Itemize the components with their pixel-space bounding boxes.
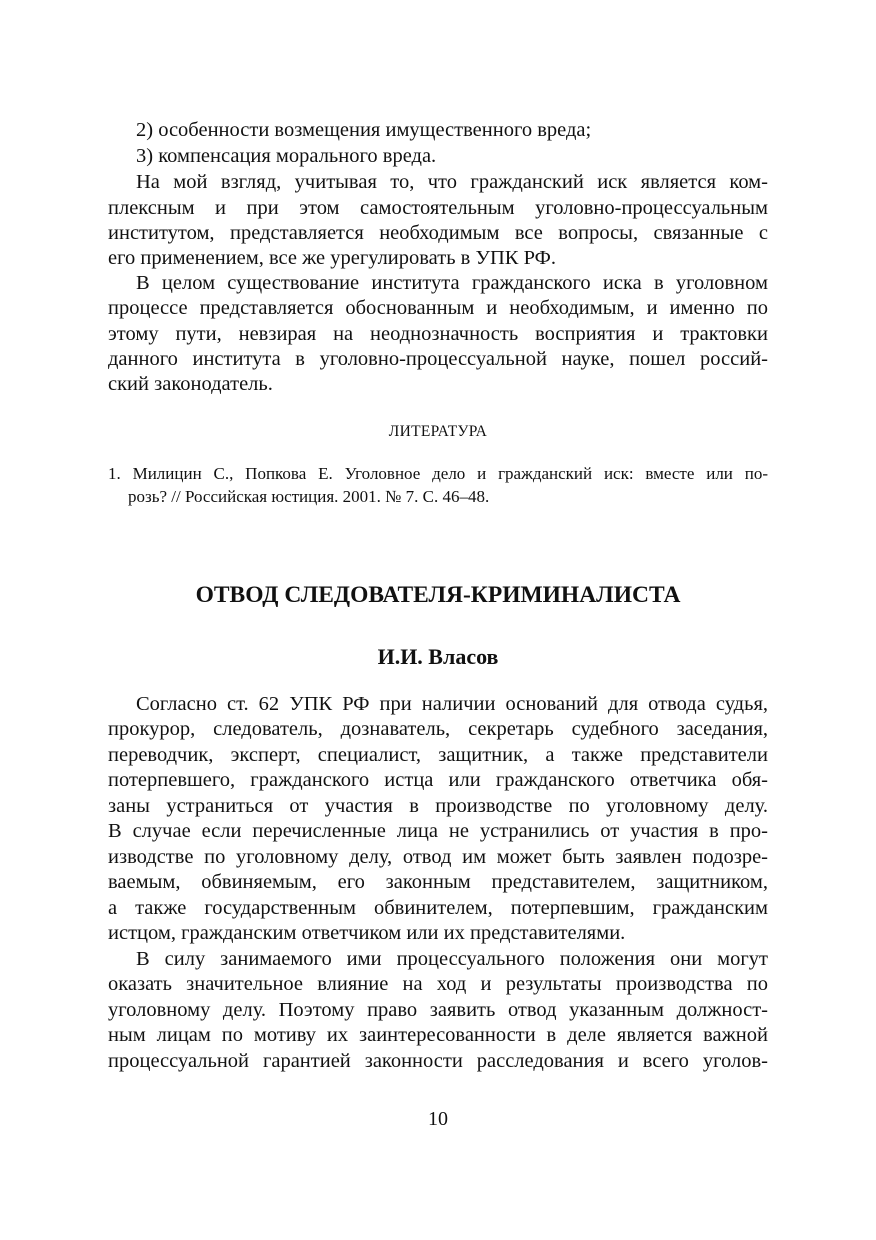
article-title: ОТВОД СЛЕДОВАТЕЛЯ-КРИМИНАЛИСТА: [195, 582, 681, 608]
reference-item: розь? // Российская юстиция. 2001. № 7. С. 46–48.: [128, 487, 490, 506]
paragraph-line: ский законодатель.: [108, 373, 273, 395]
paragraph-line: заны устраниться от участия в производстве по уголовному делу.: [108, 795, 768, 817]
paragraph-line: Согласно ст. 62 УПК РФ при наличии оснований для отвода судья,: [136, 693, 768, 715]
article-author: И.И. Власов: [377, 644, 499, 669]
paragraph-line: прокурор, следователь, дознаватель, секретарь судебного заседания,: [108, 718, 768, 740]
paragraph-line: уголовному делу. Поэтому право заявить отвод указанным должност-: [108, 999, 768, 1021]
paragraph-line: данного института в уголовно-процессуальной науке, пошел россий-: [108, 348, 768, 370]
list-item: 2) особенности возмещения имущественного вреда;: [136, 119, 592, 141]
paragraph-line: ным лицам по мотиву их заинтересованности в деле является важной: [108, 1024, 768, 1046]
paragraph-line: переводчик, эксперт, специалист, защитник, а также представители: [108, 744, 768, 766]
paragraph-line: институтом, представляется необходимым все вопросы, связанные с: [108, 222, 768, 244]
paragraph-line: В силу занимаемого ими процессуального положения они могут: [136, 948, 768, 970]
list-item: 3) компенсация морального вреда.: [136, 145, 437, 167]
paragraph-line: оказать значительное влияние на ход и результаты производства по: [108, 973, 768, 995]
page-number: 10: [428, 1108, 448, 1130]
paragraph-line: процессе представляется обоснованным и необходимым, и именно по: [108, 297, 768, 319]
paragraph-line: изводстве по уголовному делу, отвод им может быть заявлен подозре-: [108, 846, 768, 868]
paragraph-line: его применением, все же урегулировать в УПК РФ.: [108, 247, 556, 269]
paragraph-line: потерпевшего, гражданского истца или гражданского ответчика обя-: [108, 769, 768, 791]
paragraph-line: а также государственным обвинителем, потерпевшим, гражданским: [108, 897, 768, 919]
paragraph-line: В случае если перечисленные лица не устранились от участия в про-: [108, 820, 768, 842]
paragraph-line: В целом существование института гражданского иска в уголовном: [136, 272, 768, 294]
paragraph-line: процессуальной гарантией законности расследования и всего уголов-: [108, 1050, 768, 1072]
reference-item: 1. Милицин С., Попкова Е. Уголовное дело и гражданский иск: вместе или по-: [108, 464, 768, 483]
paragraph-line: этому пути, невзирая на неоднозначность восприятия и трактовки: [108, 323, 768, 345]
paragraph-line: ваемым, обвиняемым, его законным представителем, защитником,: [108, 871, 768, 893]
literature-heading: ЛИТЕРАТУРА: [388, 423, 488, 440]
paragraph-line: истцом, гражданским ответчиком или их представителями.: [108, 922, 626, 944]
paragraph-line: плексным и при этом самостоятельным уголовно-процессуальным: [108, 197, 768, 219]
paragraph-line: На мой взгляд, учитывая то, что гражданский иск является ком-: [136, 171, 768, 193]
